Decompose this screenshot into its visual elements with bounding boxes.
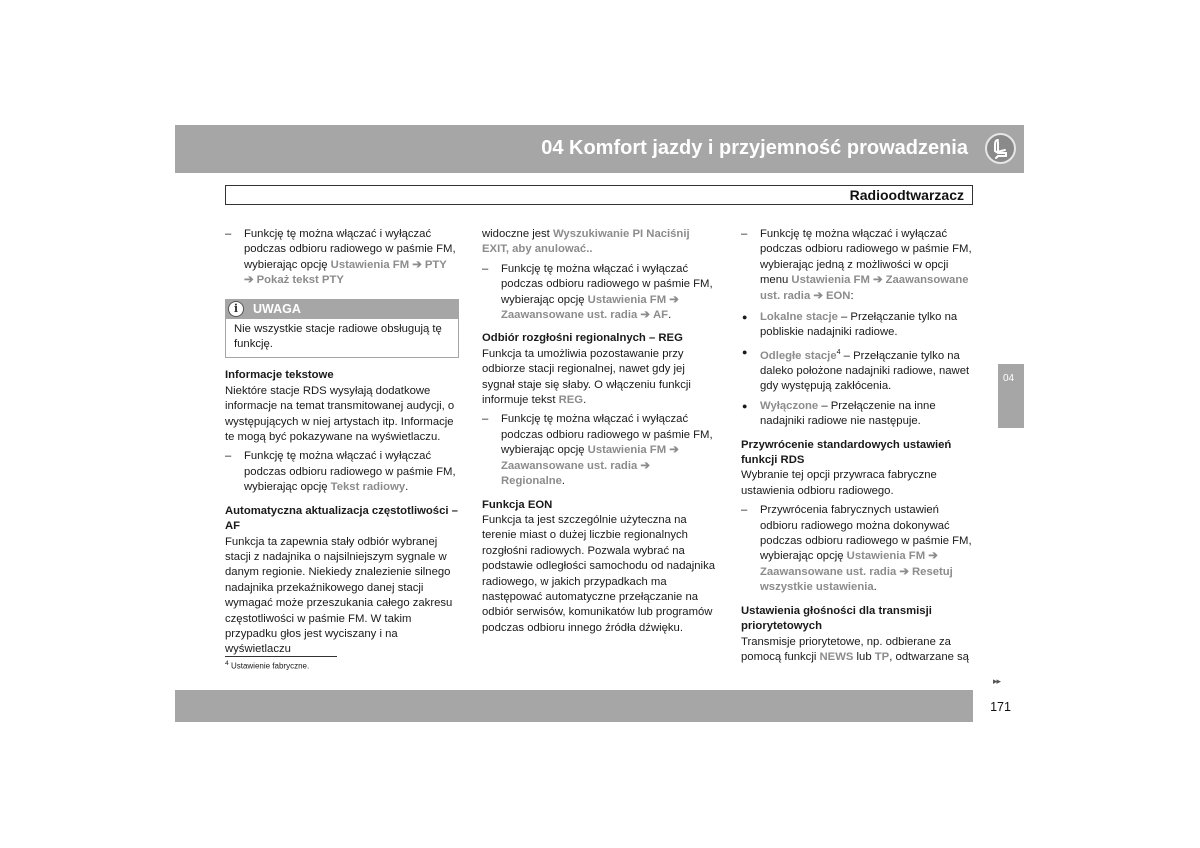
list-item: ● Wyłączone – Przełączenie na inne nadajniki radiowe nie następuje. [741, 399, 977, 430]
continue-arrows-icon: ▸▸ [993, 676, 1001, 686]
list-item: ● Odległe stacje$^4$ – Przełączanie tylko na daleko położone nadajniki radiowe, nawet gdy występują zakłócenia. [741, 345, 977, 395]
page-number: 171 [990, 700, 1011, 714]
arrow-icon: ➔ [669, 444, 679, 457]
option-name: Lokalne stacje [760, 311, 838, 324]
paragraph: Niektóre stacje RDS wysyłają dodatkowe informacje na temat transmitowanej audycji, o występujących w niej artystach itp. Informacje te mogą być pokazywane na wyświetlaczu. [225, 384, 455, 444]
arrow-icon: ➔ [813, 289, 823, 302]
heading-rds: Przywrócenie standardowych ustawień funkcji RDS [741, 438, 952, 467]
list-item: – Funkcję tę można włączać i wyłączać podczas odbioru radiowego w paśmie FM, wybierając opcję Tekst radiowy. [225, 449, 459, 495]
arrow-icon: ➔ [873, 274, 883, 287]
list-item: – Funkcję tę można włączać i wyłączać podczas odbioru radiowego w paśmie FM, wybierając opcję Ustawienia FM ➔ Zaawansowane ust. radia ➔ Regionalne. [482, 412, 716, 489]
menu-path: Ustawienia FM [587, 444, 667, 457]
note-header [225, 299, 459, 319]
heading-af: Automatyczna aktualizacja częstotliwości – AF [225, 504, 458, 533]
arrow-icon: ➔ [669, 293, 679, 306]
menu-path: Tekst radiowy [330, 481, 406, 494]
arrow-icon: ➔ [640, 459, 650, 472]
list-item: – Przywrócenia fabrycznych ustawień odbioru radiowego można dokonywać podczas odbioru radiowego w paśmie FM, wybierając opcję Ustawienia FM ➔ Zaawansowane ust. radia ➔ Resetuj wszystkie ustawienia. [741, 503, 977, 595]
chapter-tab: 04 [998, 364, 1024, 428]
column-3 [741, 227, 977, 665]
paragraph: Transmisje priorytetowe, np. odbierane za pomocą funkcji NEWS lub TP, odtwarzane są [741, 635, 969, 663]
paragraph: Funkcja ta jest szczególnie użyteczna na terenie miast o dużej liczbie regionalnych rozgłośni radiowych. Pozwala wybrać na podstawie odległości samochodu od nadajnika radiowego, w jakich przypadkach ma następować automatyczne przełączanie na odbiór serwisów, komunikatów lub programów podczas odbioru innego źródła dźwięku. [482, 513, 715, 634]
chapter-header [175, 125, 1024, 173]
list-item: – Funkcję tę można włączać i wyłączać podczas odbioru radiowego w paśmie FM, wybierając jedną z możliwości w opcji menu Ustawienia FM ➔ Zaawansowane ust. radia ➔ EON: [741, 227, 977, 304]
note-label: UWAGA [253, 301, 301, 316]
column-2 [482, 227, 716, 636]
arrow-icon: ➔ [640, 309, 650, 322]
display-text: REG [558, 394, 584, 407]
menu-path: Ustawienia FM [330, 258, 410, 271]
footnote: $^4$ Ustawienie fabryczne. [225, 660, 310, 671]
section-title: Radioodtwarzacz [849, 187, 964, 203]
arrow-icon: ➔ [899, 565, 909, 578]
note-box [225, 299, 459, 359]
heading-eon: Funkcja EON [482, 498, 553, 511]
section-header [225, 185, 973, 205]
list-item: ● Lokalne stacje – Przełączanie tylko na pobliskie nadajniki radiowe. [741, 310, 977, 341]
heading-volume: Ustawienia głośności dla transmisji priorytetowych [741, 604, 932, 633]
heading-info: Informacje tekstowe [225, 369, 334, 382]
arrow-icon: ➔ [928, 550, 938, 563]
chapter-title: 04 Komfort jazdy i przyjemność prowadzenia [541, 137, 968, 159]
paragraph: Funkcja ta umożliwia pozostawanie przy odbiorze stacji regionalnej, nawet gdy jej sygnał staje się słaby. O włączeniu funkcji informuje tekst REG. [482, 347, 691, 407]
arrow-icon: ➔ [244, 274, 254, 287]
menu-path: Ustawienia FM [846, 550, 926, 563]
list-item: – Funkcję tę można włączać i wyłączać podczas odbioru radiowego w paśmie FM, wybierając opcję Ustawienia FM ➔ PTY ➔ Pokaż tekst PTY [225, 227, 459, 289]
display-text: Wyszukiwanie PI Naciśnij EXIT, aby anulować.. [482, 228, 690, 256]
heading-reg: Odbiór rozgłośni regionalnych – REG [482, 332, 683, 345]
seat-icon [985, 133, 1016, 164]
menu-path: Ustawienia FM [587, 293, 667, 306]
footnote-ref: 4 [836, 348, 841, 356]
paragraph: Funkcja ta zapewnia stały odbiór wybranej stacji z nadajnika o najsilniejszym sygnale w danym regionie. Niekiedy znalezienie silnego nadajnika przekaźnikowego danej stacji wymagać może przeszukania całego zakresu częstotliwości w paśmie FM. W takim przypadku głos jest wyciszany i na wyświetlaczu [225, 535, 453, 656]
list-item: – Funkcję tę można włączać i wyłączać podczas odbioru radiowego w paśmie FM, wybierając opcję Ustawienia FM ➔ Zaawansowane ust. radia ➔ AF. [482, 262, 716, 324]
option-name: Odległe stacje [760, 349, 837, 362]
info-icon: i [228, 301, 244, 317]
arrow-icon: ➔ [412, 258, 422, 271]
menu-path: Ustawienia FM [791, 274, 870, 287]
footnote-divider [225, 656, 337, 657]
note-text: Nie wszystkie stacje radiowe obsługują tę funkcję. [225, 319, 459, 359]
paragraph: Wybranie tej opcji przywraca fabryczne ustawienia odbioru radiowego. [741, 469, 937, 497]
column-1 [225, 227, 459, 658]
footer-band [175, 690, 973, 722]
option-name: Wyłączone [760, 399, 819, 412]
paragraph: widoczne jest Wyszukiwanie PI Naciśnij EXIT, aby anulować.. [482, 228, 690, 256]
